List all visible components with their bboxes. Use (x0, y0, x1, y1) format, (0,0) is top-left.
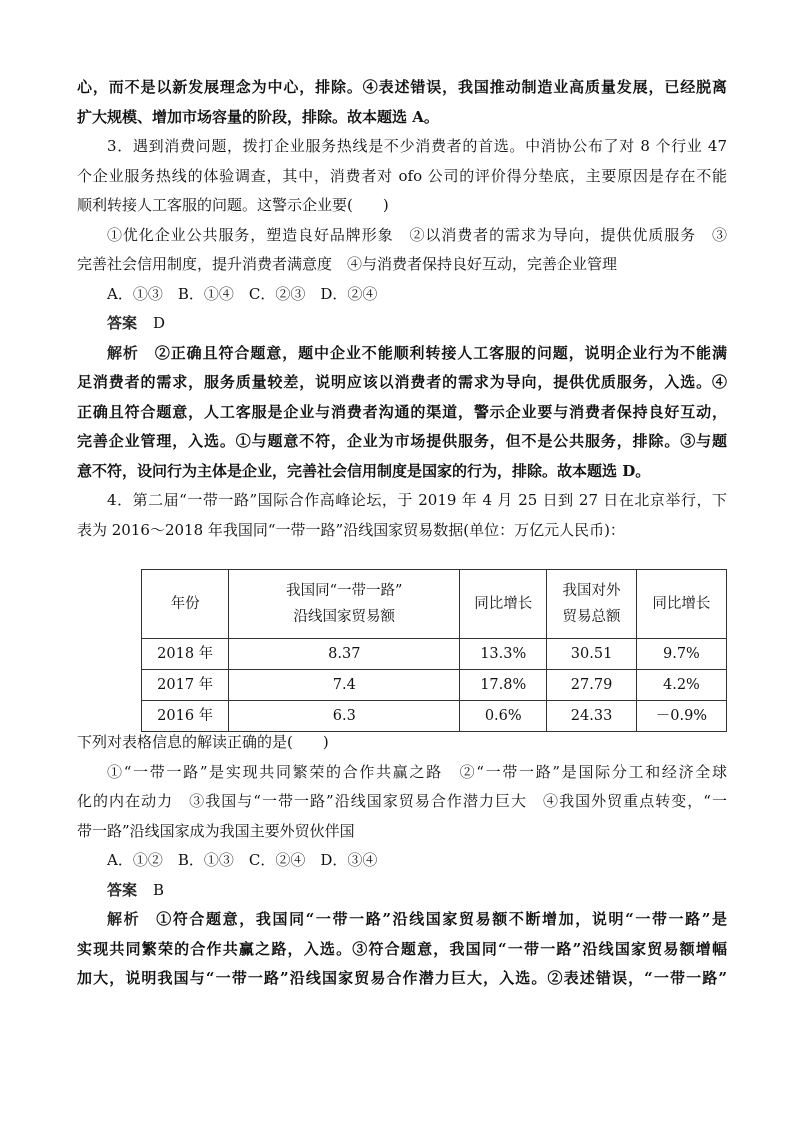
table-cell: 4.2% (636, 670, 726, 701)
q4-question: 下列对表格信息的解读正确的是( ) (77, 733, 329, 751)
q4-option-line: 带一路”沿线国家成为我国主要外贸伙伴国 (77, 821, 355, 840)
table-cell: 17.8% (460, 670, 547, 701)
table-cell: 9.7% (636, 639, 726, 670)
analysis-label: 解析 (107, 343, 139, 362)
answer-label: 答案 (107, 314, 138, 332)
q3-option-line: 完善社会信用制度，提升消费者满意度 ④与消费者保持良好互动，完善企业管理 (77, 255, 618, 273)
table-cell: 2018 年 (142, 639, 229, 670)
analysis-text: ①符合题意，我国同“一带一路”沿线国家贸易额不断增加，说明“一带一路”是 (156, 910, 727, 928)
answer-value: B (153, 880, 165, 899)
table-cell: －0.9% (636, 701, 726, 732)
trade-data-table (141, 569, 727, 732)
table-header-cell: 我国同“一带一路” 沿线国家贸易额 (229, 570, 460, 639)
q4-option-line: ①“一带一路”是实现共同繁荣的合作共赢之路 ②“一带一路”是国际分工和经济全球 (107, 762, 727, 781)
q3-stem-line: 个企业服务热线的体验调查，其中，消费者对 ofo 公司的评价得分垫底，主要原因是存在不能 (77, 166, 727, 185)
table-row (142, 701, 727, 732)
q4-option-line: 化的内在动力 ③我国与“一带一路”沿线国家贸易合作潜力巨大 ④我国外贸重点转变，“一 (77, 792, 727, 810)
q4-stem-line: 表为 2016～2018 年我国同“一带一路”沿线国家贸易数据(单位：万亿元人民币)： (77, 520, 625, 539)
table-row (142, 639, 727, 670)
q3-analysis (77, 339, 727, 369)
q3-analysis-line: 完善企业管理，入选。①与题意不符，企业为市场提供服务，但不是公共服务，排除。③与题 (77, 432, 727, 450)
q4-choices: A．①② B．①③ C．②④ D．③④ (107, 851, 378, 869)
q4-analysis-line: 实现共同繁荣的合作共赢之路，入选。③符合题意，我国同“一带一路”沿线国家贸易额增幅 (77, 939, 727, 958)
table-cell: 13.3% (460, 639, 547, 670)
q2-analysis-line: 扩大规模、增加市场容量的阶段，排除。故本题选 A。 (77, 107, 439, 126)
q3-option-line: ①优化企业公共服务，塑造良好品牌形象 ②以消费者的需求为导向，提供优质服务 ③ (107, 225, 727, 244)
document-page (77, 73, 727, 994)
q4-stem-line: 4．第二届“一带一路”国际合作高峰论坛，于 2019 年 4 月 25 日到 27 日在北京举行，下 (107, 491, 727, 509)
q3-stem-line: 顺利转接人工客服的问题。这警示企业要( ) (77, 196, 389, 214)
table-header-cell: 年份 (142, 570, 229, 639)
table-row (142, 670, 727, 701)
q4-analysis-line: 加大，说明我国与“一带一路”沿线国家贸易合作潜力巨大，入选。②表述错误，“一带一路” (77, 969, 727, 987)
table-cell: 0.6% (460, 701, 547, 732)
q3-analysis-line: 足消费者的需求，服务质量较差，说明应该以消费者的需求为导向，提供优质服务，入选。④ (77, 373, 727, 391)
table-cell: 2017 年 (142, 670, 229, 701)
analysis-text: ②正确且符合题意，题中企业不能顺利转接人工客服的问题，说明企业行为不能满 (154, 343, 727, 362)
table-cell: 24.33 (547, 701, 637, 732)
q4-analysis (77, 905, 727, 935)
answer-value: D (153, 314, 166, 332)
table-cell: 7.4 (229, 670, 460, 701)
table-cell: 30.51 (547, 639, 637, 670)
q3-analysis-line: 正确且符合题意，人工客服是企业与消费者沟通的渠道，警示企业要与消费者保持良好互动， (77, 402, 727, 421)
q3-choices: A．①③ B．①④ C．②③ D．②④ (107, 284, 378, 303)
analysis-label: 解析 (107, 910, 141, 928)
table-header-cell: 我国对外 贸易总额 (547, 570, 637, 639)
q2-analysis-line: 心，而不是以新发展理念为中心，排除。④表述错误，我国推动制造业高质量发展，已经脱离 (77, 78, 727, 96)
table-cell: 8.37 (229, 639, 460, 670)
table-cell: 27.79 (547, 670, 637, 701)
table-header-cell: 同比增长 (636, 570, 726, 639)
answer-label: 答案 (107, 880, 138, 899)
table-cell: 6.3 (229, 701, 460, 732)
table-cell: 2016 年 (142, 701, 229, 732)
q3-answer (77, 309, 727, 339)
q4-answer (77, 876, 727, 906)
q3-analysis-line: 意不符，设问行为主体是企业，完善社会信用制度是国家的行为，排除。故本题选 D。 (77, 461, 651, 480)
table-header-row (142, 570, 727, 639)
q3-stem-line: 3．遇到消费问题，拨打企业服务热线是不少消费者的首选。中消协公布了对 8 个行业 47 (107, 137, 727, 155)
table-header-cell: 同比增长 (460, 570, 547, 639)
